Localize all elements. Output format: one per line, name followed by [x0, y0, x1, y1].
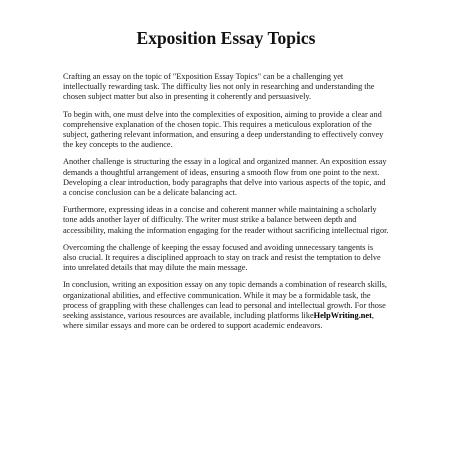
helpwriting-link[interactable]: HelpWriting.net [313, 311, 372, 321]
paragraph-line: organizational abilities, and effective communication. While it may be a formidable task, the [63, 290, 371, 300]
paragraph-line: accessibility, making the information engaging for the reader without sacrificing intellectual rigor. [63, 225, 389, 235]
paragraph-line: To begin with, one must delve into the complexities of exposition, aiming to provide a clear and [63, 109, 382, 119]
paragraph-focus [63, 243, 398, 274]
paragraph-line: into unrelated details that may dilute the main message. [63, 263, 248, 273]
paragraph-intro [63, 72, 398, 103]
paragraph-conclusion [63, 280, 398, 331]
paragraph-line: chosen subject matter but also in presenting it coherently and persuasively. [63, 92, 312, 102]
paragraph-line: Developing a clear introduction, body paragraphs that delve into various aspects of the topic, and [63, 177, 386, 187]
paragraph-line: process of grappling with these challenges can lead to personal and intellectual growth. For those [63, 300, 386, 310]
paragraph-line: In conclusion, writing an exposition essay on any topic demands a combination of research skills, [63, 280, 387, 290]
paragraph-text: , [371, 311, 374, 321]
paragraph-text: seeking assistance, various resources are available, including platforms like [63, 311, 314, 321]
paragraph-exposition [63, 110, 398, 151]
paragraph-line: the key concepts to the audience. [63, 140, 173, 150]
paragraph-line: Crafting an essay on the topic of "Exposition Essay Topics" can be a challenging yet [63, 72, 344, 81]
paragraph-line: subject, gathering relevant information, and ensuring a deep understanding to effectively convey [63, 130, 384, 140]
paragraph-line: comprehensive explanation of the chosen topic. This requires a meticulous exploration of the [63, 119, 372, 129]
paragraph-structure [63, 157, 398, 198]
paragraph-tone [63, 205, 398, 236]
paragraph-line: intellectually rewarding task. The difficulty lies not only in researching and understanding the [63, 82, 375, 92]
paragraph-line: Furthermore, expressing ideas in a concise and coherent manner while maintaining a scholarly [63, 205, 377, 215]
paragraph-line: Overcoming the challenge of keeping the essay focused and avoiding unnecessary tangents is [63, 242, 374, 252]
paragraph-line: tone adds another layer of difficulty. The writer must strike a balance between depth and [63, 215, 357, 225]
paragraph-line-with-link [63, 311, 398, 321]
paragraph-line: where similar essays and more can be ordered to support academic endeavors. [63, 321, 323, 331]
paragraph-line: demands a thoughtful arrangement of ideas, ensuring a smooth flow from one point to the next. [63, 167, 380, 177]
paragraph-line: also crucial. It requires a disciplined approach to stay on track and resist the temptation to delve [63, 253, 381, 263]
page-title: Exposition Essay Topics [136, 28, 316, 48]
paragraph-line: a concise conclusion can be a delicate balancing act. [63, 188, 237, 198]
document-body [63, 72, 398, 338]
paragraph-line: Another challenge is structuring the essay in a logical and organized manner. An exposition essay [63, 157, 387, 167]
